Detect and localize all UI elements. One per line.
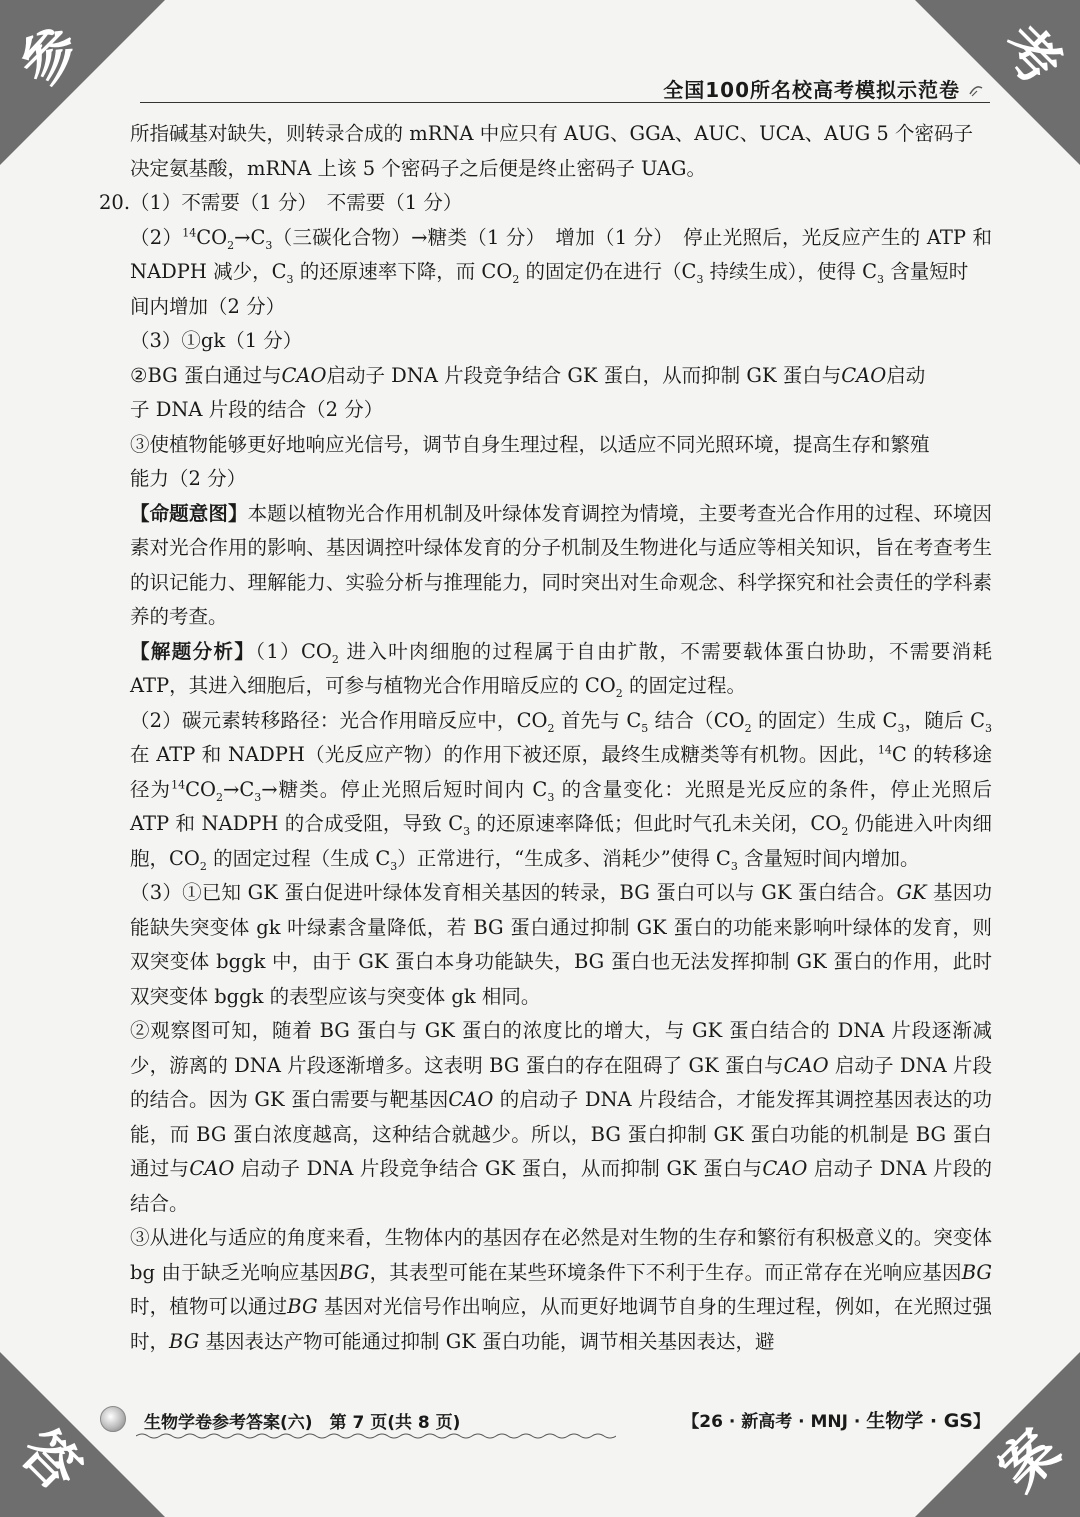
- corner-char-top-left: 参: [6, 12, 93, 99]
- q20-answer-3-1: （3）①gk（1 分）: [130, 329, 303, 352]
- analysis-paragraph-2: （2）碳元素转移路径：光合作用暗反应中，$CO_2$ 首先与 $C_5$ 结合（$CO_2$ 的固定）生成 $C_3$，随后 $C_3$ 在 ATP 和 NADPH（光反应产物）的作用下被还原，最终生成糖类等有机物。因此，$^{14}$C 的转移途径为$^{14}CO_2\to C_3\to$糖类。停止光照后短时间内 $C_3$ 的含量变化：光照是光反应的条件，停止光照后 ATP 和 NADPH 的合成受阻，导致 $C_3$ 的还原速率降低；但此时气孔未关闭，$CO_2$ 仍能进入叶肉细胞，$CO_2$ 的固定过程（生成 $C_3$）正常进行，“生成多、消耗少”使得 $C_3$ 含量短时间内增加。: [130, 708, 993, 873]
- analysis-paragraph-3: （3）①已知 GK 蛋白促进叶绿体发育相关基因的转录，BG 蛋白可以与 GK 蛋白结合。GK 基因功能缺失突变体 gk 叶绿素含量降低，若 BG 蛋白通过抑制 GK 蛋白的功能来影响叶绿体的发育，则双突变体 bggk 中，由于 GK 蛋白本身功能缺失，BG 蛋白也无法发挥抑制 GK 蛋白的作用，此时双突变体 bggk 的表型应该与突变体 gk 相同。: [130, 881, 992, 1008]
- disc-icon: [100, 1406, 126, 1432]
- intent-paragraph: 【命题意图】本题以植物光合作用机制及叶绿体发育调控为情境，主要考查光合作用的过程、环境因素对光合作用的影响、基因调控叶绿体发育的分子机制及生物进化与适应等相关知识，旨在考查考生的识记能力、理解能力、实验分析与推理能力，同时突出对生命观念、科学探究和社会责任的学科素养的考查。: [130, 501, 992, 628]
- page-header: [140, 74, 990, 103]
- page-footer: [100, 1402, 990, 1436]
- q20-answer-2: $(2)^{14}CO_2\to C_3$（三碳化合物）→糖类（1 分） 增加（1 分） 停止光照后，光反应产生的 ATP 和NADPH 减少，$C_3$ 的还原速率下降，而 $CO_2$ 的固定仍在进行（$C_3$ 持续生成），使得 $C_3$ 含量短时 间内增加（2 分）: [130, 225, 992, 318]
- answer-content: [99, 117, 993, 1359]
- footer-exam-code: 【26 · 新高考 · MNJ · 生物学 · GS】: [682, 1410, 990, 1432]
- q20-answer-3-2: ②BG 蛋白通过与CAO启动子 DNA 片段竞争结合 GK 蛋白，从而抑制 GK 蛋白与CAO启动 子 DNA 片段的结合（2 分）: [130, 363, 926, 421]
- q20-answer-1: 20.（1）不需要（1 分） 不需要（1 分）: [99, 191, 463, 214]
- intent-label: 【命题意图】: [130, 501, 248, 525]
- corner-char-bottom-left: 答: [7, 1417, 94, 1504]
- intro-line-2: 决定氨基酸，mRNA 上该 5 个密码子之后便是终止密码子 UAG。: [130, 156, 707, 180]
- analysis-paragraph-5: ③从进化与适应的角度来看，生物体内的基因存在必然是对生物的生存和繁衍有积极意义的。突变体 bg 由于缺乏光响应基因BG，其表型可能在某些环境条件下不利于生存。而正常存在光响应基因BG 时，植物可以通过BG 基因对光信号作出响应，从而更好地调节自身的生理过程，例如，在光照过强时，BG 基因表达产物可能通过抑制 GK 蛋白功能，调节相关基因表达，避: [130, 1226, 992, 1353]
- header-swoosh-icon: [968, 82, 984, 98]
- analysis-paragraph-1: 【解题分析】$(1)CO_2$ 进入叶肉细胞的过程属于自由扩散，不需要载体蛋白协助，不需要消耗 ATP，其进入细胞后，可参与植物光合作用暗反应的 $CO_2$ 的固定过程。: [130, 639, 992, 700]
- corner-char-top-right: 考: [987, 12, 1074, 99]
- analysis-paragraph-4: ②观察图可知，随着 BG 蛋白与 GK 蛋白的浓度比的增大，与 GK 蛋白结合的 DNA 片段逐渐减少，游离的 DNA 片段逐渐增多。这表明 BG 蛋白的存在阻碍了 GK 蛋白与CAO 启动子 DNA 片段的结合。因为 GK 蛋白需要与靶基因CAO 的启动子 DNA 片段结合，才能发挥其调控基因表达的功能，而 BG 蛋白浓度越高，这种结合就越少。所以，BG 蛋白抑制 GK 蛋白功能的机制是 BG 蛋白通过与CAO 启动子 DNA 片段竞争结合 GK 蛋白，从而抑制 GK 蛋白与CAO 启动子 DNA 片段的结合。: [130, 1019, 993, 1215]
- wavy-underline-icon: [136, 1432, 616, 1440]
- header-title: 全国100所名校高考模拟示范卷: [663, 78, 960, 102]
- corner-char-bottom-right: 案: [986, 1417, 1073, 1504]
- intro-line-1: 所指碱基对缺失，则转录合成的 mRNA 中应只有 AUG、GGA、AUC、UCA、AUG 5 个密码子: [130, 122, 974, 145]
- analysis-label: 【解题分析】: [130, 639, 256, 663]
- footer-page-info: 生物学卷参考答案(六) 第 7 页(共 8 页): [144, 1413, 461, 1433]
- q20-answer-3-3: ③使植物能够更好地响应光信号，调节自身生理过程，以适应不同光照环境，提高生存和繁殖 能力（2 分）: [130, 432, 930, 490]
